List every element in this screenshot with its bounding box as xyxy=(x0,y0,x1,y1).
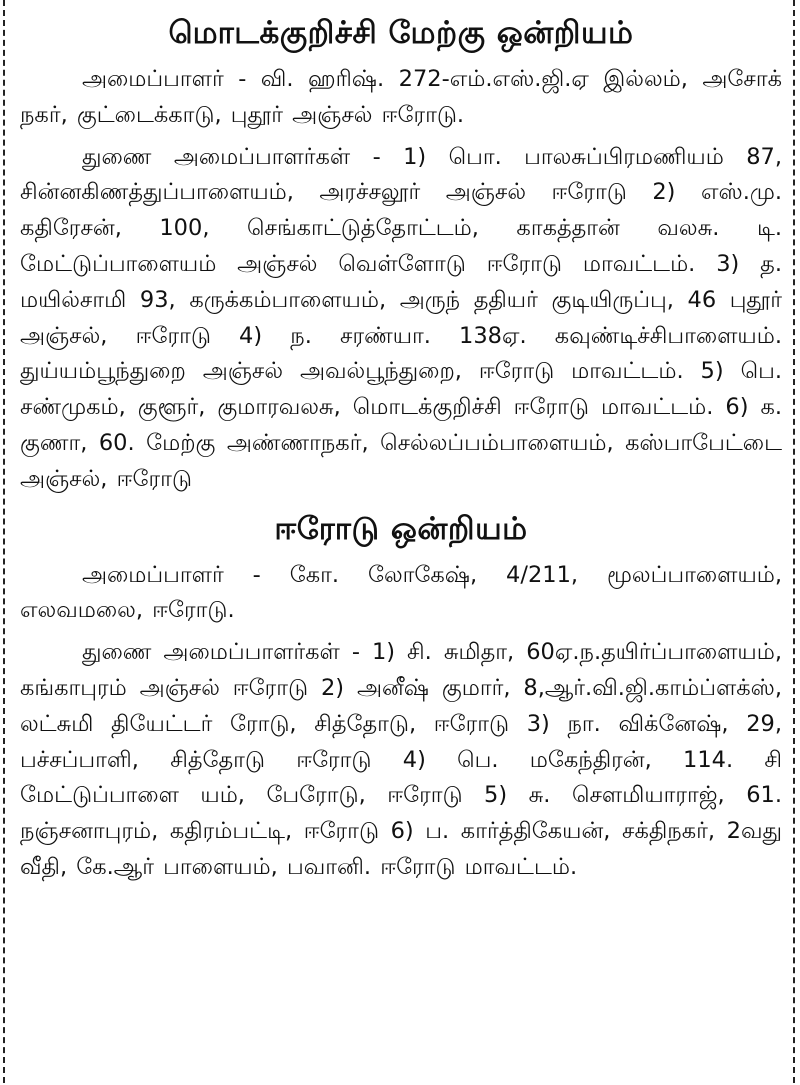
section-title-modakurichi-west: மொடக்குறிச்சி மேற்கு ஒன்றியம் xyxy=(168,15,634,51)
document-body xyxy=(20,8,782,886)
organizer-paragraph: அமைப்பாளர் - கோ. லோகேஷ், 4/211, மூலப்பாளையம், எலவமலை, ஈரோடு. xyxy=(20,561,782,624)
deputy-organizers-paragraph: துணை அமைப்பாளர்கள் - 1) சி. சுமிதா, 60ஏ.ந.தயிர்ப்பாளையம், கங்காபுரம் அஞ்சல் ஈரோடு 2) அனீஷ் குமார், 8,ஆர்.வி.ஜி.காம்ப்ளக்ஸ், லட்சுமி தியேட்டர் ரோடு, சித்தோடு, ஈரோடு 3) நா. விக்னேஷ், 29, பச்சப்பாளி, சித்தோடு ஈரோடு 4) பெ. மகேந்திரன், 114. சி மேட்டுப்பாளை யம், பேரோடு, ஈரோடு 5) சு. சௌமியாராஜ், 61. நஞ்சனாபுரம், கதிரம்பட்டி, ஈரோடு 6) ப. கார்த்திகேயன், சக்திநகர், 2வது வீதி, கே.ஆர் பாளையம், பவானி. ஈரோடு மாவட்டம். xyxy=(20,639,782,880)
deputy-organizers-paragraph: துணை அமைப்பாளர்கள் - 1) பொ. பாலசுப்பிரமணியம் 87, சின்னகிணத்துப்பாளையம், அரச்சலூர் அஞ்சல் ஈரோடு 2) எஸ்.மு. கதிரேசன், 100, செங்காட்டுத்தோட்டம், காகத்தான் வலசு. டி. மேட்டுப்பாளையம் அஞ்சல் வெள்ளோடு ஈரோடு மாவட்டம். 3) த. மயில்சாமி 93, கருக்கம்பாளையம், அருந் ததியர் குடியிருப்பு, 46 புதூர் அஞ்சல், ஈரோடு 4) ந. சரண்யா. 138ஏ. கவுண்டிச்சிபாளையம். துய்யம்பூந்துறை அஞ்சல் அவல்பூந்துறை, ஈரோடு மாவட்டம். 5) பெ. சண்முகம், குளூர், குமாரவலசு, மொடக்குறிச்சி ஈரோடு மாவட்டம். 6) க. குணா, 60. மேற்கு அண்ணாநகர், செல்லப்பம்பாளையம், கஸ்பாபேட்டை அஞ்சல், ஈரோடு xyxy=(20,143,782,492)
section-title-erode: ஈரோடு ஒன்றியம் xyxy=(274,510,528,547)
organizer-paragraph: அமைப்பாளர் - வி. ஹரிஷ். 272-எம்.எஸ்.ஜி.ஏ இல்லம், அசோக் நகர், குட்டைக்காடு, புதூர் அஞ்சல் ஈரோடு. xyxy=(20,66,782,128)
